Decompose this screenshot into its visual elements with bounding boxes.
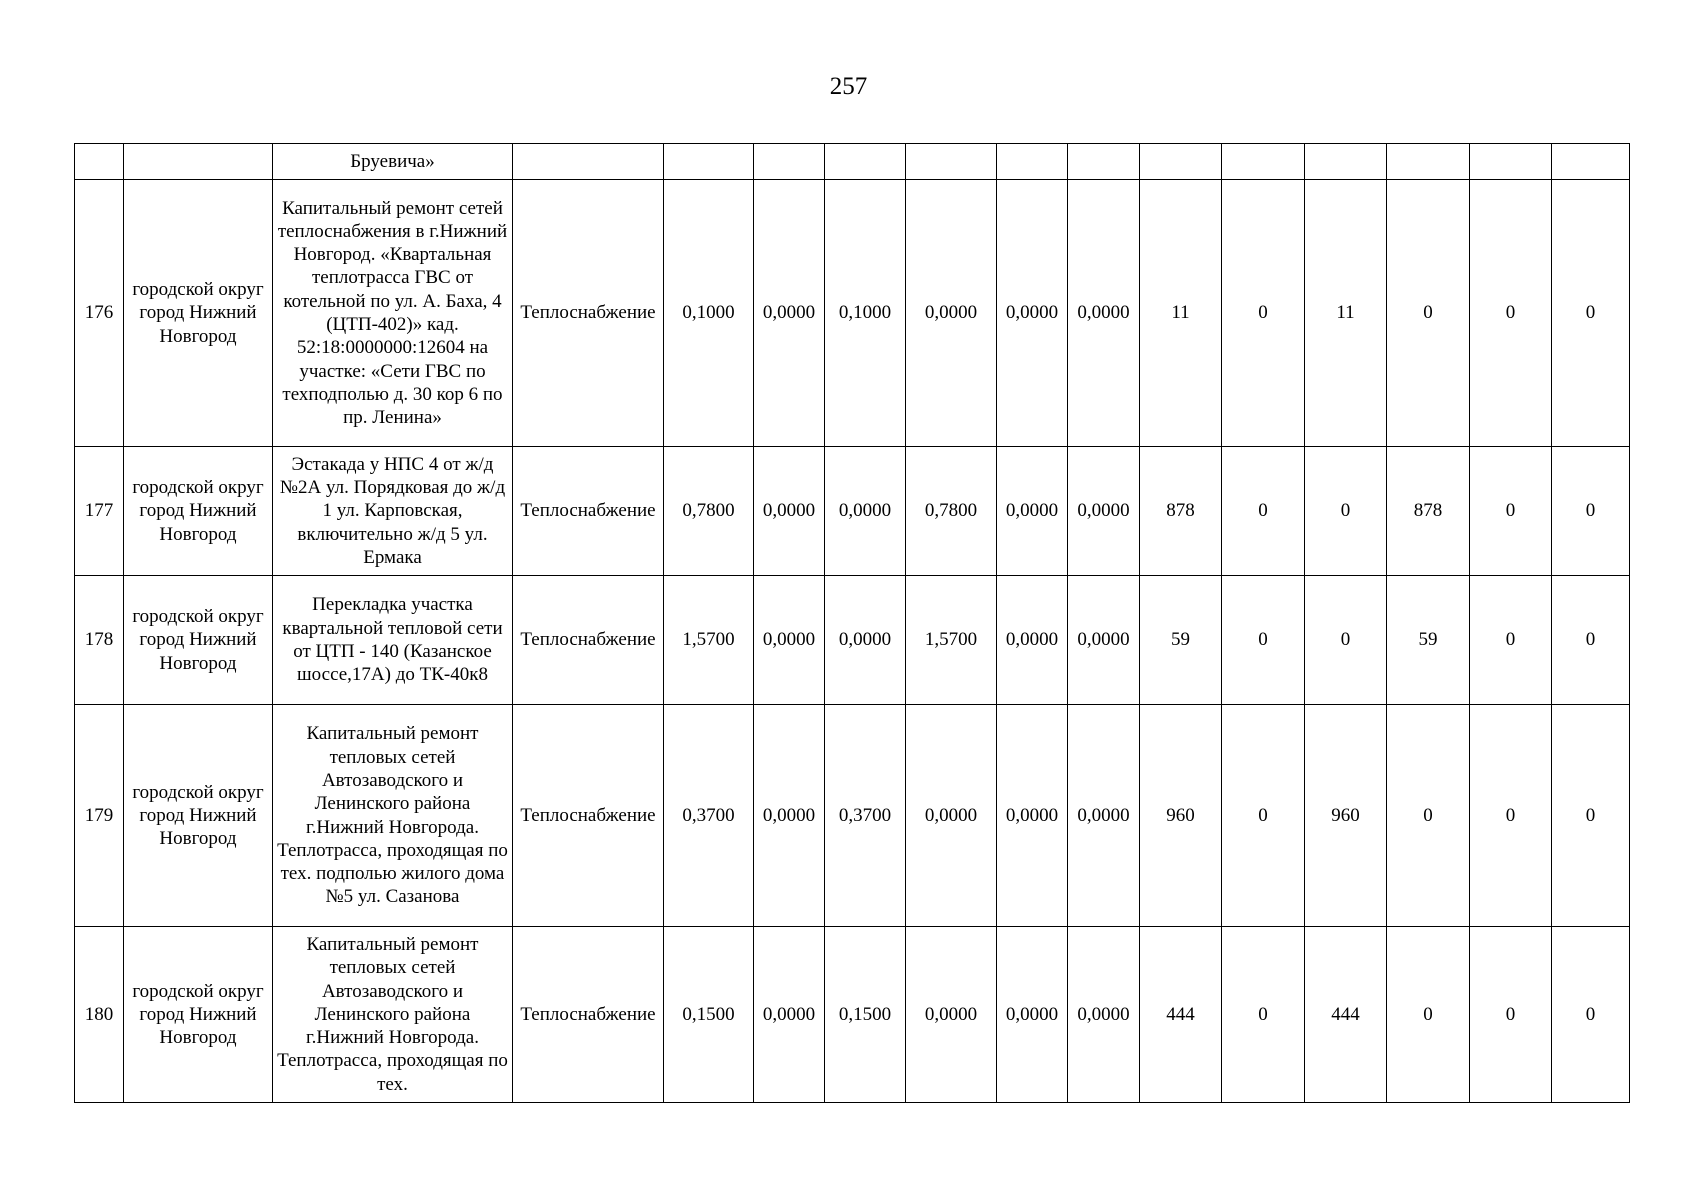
value-cell [754,144,825,180]
value-cell: 0,0000 [997,576,1068,705]
sector-cell: Теплоснабжение [513,180,664,447]
value-cell: 0,0000 [754,576,825,705]
description-cell: Капитальный ремонт тепловых сетей Автозаводского и Ленинского района г.Нижний Новгорода. Теплотрасса, проходящая по тех. подполью жилого дома №5 ул. Сазанова [273,705,513,927]
value-cell: 878 [1387,447,1470,576]
value-cell: 59 [1140,576,1222,705]
table-row [75,927,1630,1103]
value-cell: 0,0000 [825,576,906,705]
municipality-cell: городской округ город Нижний Новгород [124,705,273,927]
municipality-cell: городской округ город Нижний Новгород [124,447,273,576]
value-cell: 0 [1305,447,1387,576]
sector-cell: Теплоснабжение [513,705,664,927]
description-cell: Капитальный ремонт сетей теплоснабжения в г.Нижний Новгород. «Квартальная теплотрасса ГВС от котельной по ул. А. Баха, 4 (ЦТП-402)» кад. 52:18:0000000:12604 на участке: «Сети ГВС по техподполью д. 30 кор 6 по пр. Ленина» [273,180,513,447]
value-cell: 0 [1552,927,1630,1103]
value-cell: 0,7800 [664,447,754,576]
row-number [75,144,124,180]
row-number: 177 [75,447,124,576]
value-cell: 0 [1387,927,1470,1103]
description-cell: Эстакада у НПС 4 от ж/д №2А ул. Порядковая до ж/д 1 ул. Карповская, включительно ж/д 5 ул. Ермака [273,447,513,576]
value-cell: 960 [1140,705,1222,927]
value-cell: 0,0000 [997,447,1068,576]
value-cell: 878 [1140,447,1222,576]
value-cell: 0,0000 [1068,180,1140,447]
value-cell [1305,144,1387,180]
sector-cell: Теплоснабжение [513,927,664,1103]
data-table [74,143,1630,1103]
municipality-cell: городской округ город Нижний Новгород [124,576,273,705]
table-row [75,180,1630,447]
value-cell [1068,144,1140,180]
value-cell: 0,0000 [906,705,997,927]
value-cell [1387,144,1470,180]
value-cell [1140,144,1222,180]
municipality-cell: городской округ город Нижний Новгород [124,180,273,447]
value-cell: 0,0000 [1068,447,1140,576]
row-number: 180 [75,927,124,1103]
sector-cell: Теплоснабжение [513,447,664,576]
value-cell [825,144,906,180]
value-cell: 0 [1387,180,1470,447]
value-cell [1222,144,1305,180]
value-cell: 0 [1552,576,1630,705]
value-cell: 1,5700 [906,576,997,705]
value-cell [664,144,754,180]
table-row [75,705,1630,927]
value-cell: 0,1000 [825,180,906,447]
value-cell: 11 [1140,180,1222,447]
value-cell: 0,0000 [825,447,906,576]
value-cell: 0 [1222,927,1305,1103]
value-cell: 0,3700 [825,705,906,927]
value-cell: 0,0000 [754,705,825,927]
value-cell: 0,0000 [754,927,825,1103]
sector-cell [513,144,664,180]
description-cell: Бруевича» [273,144,513,180]
value-cell: 0,0000 [906,927,997,1103]
description-cell: Перекладка участка квартальной тепловой сети от ЦТП - 140 (Казанское шоссе,17А) до ТК-40к8 [273,576,513,705]
value-cell [997,144,1068,180]
value-cell: 0 [1552,447,1630,576]
value-cell: 0 [1470,705,1552,927]
value-cell: 960 [1305,705,1387,927]
value-cell: 0 [1222,447,1305,576]
value-cell: 0,1500 [825,927,906,1103]
row-number: 178 [75,576,124,705]
value-cell: 0,0000 [997,927,1068,1103]
value-cell: 444 [1305,927,1387,1103]
municipality-cell [124,144,273,180]
value-cell: 0,0000 [754,447,825,576]
table-row [75,576,1630,705]
value-cell: 0,1500 [664,927,754,1103]
municipality-cell: городской округ город Нижний Новгород [124,927,273,1103]
value-cell: 0 [1470,180,1552,447]
value-cell: 0 [1552,705,1630,927]
value-cell: 0 [1387,705,1470,927]
value-cell: 59 [1387,576,1470,705]
value-cell: 0,0000 [997,180,1068,447]
value-cell: 0,0000 [1068,576,1140,705]
value-cell: 444 [1140,927,1222,1103]
value-cell: 0 [1222,576,1305,705]
value-cell: 0,0000 [1068,927,1140,1103]
value-cell: 0,0000 [1068,705,1140,927]
value-cell: 0,0000 [754,180,825,447]
table-row [75,447,1630,576]
value-cell [1470,144,1552,180]
table-row [75,144,1630,180]
value-cell: 0,3700 [664,705,754,927]
value-cell: 0 [1552,180,1630,447]
value-cell: 0 [1305,576,1387,705]
value-cell: 0,0000 [997,705,1068,927]
value-cell: 0,0000 [906,180,997,447]
value-cell: 1,5700 [664,576,754,705]
page-number: 257 [829,73,868,100]
row-number: 176 [75,180,124,447]
value-cell: 0,1000 [664,180,754,447]
sector-cell: Теплоснабжение [513,576,664,705]
value-cell: 11 [1305,180,1387,447]
value-cell [906,144,997,180]
value-cell: 0 [1470,927,1552,1103]
value-cell: 0 [1470,447,1552,576]
value-cell: 0,7800 [906,447,997,576]
value-cell: 0 [1222,180,1305,447]
description-cell: Капитальный ремонт тепловых сетей Автозаводского и Ленинского района г.Нижний Новгорода. Теплотрасса, проходящая по тех. [273,927,513,1103]
value-cell: 0 [1222,705,1305,927]
value-cell [1552,144,1630,180]
row-number: 179 [75,705,124,927]
value-cell: 0 [1470,576,1552,705]
